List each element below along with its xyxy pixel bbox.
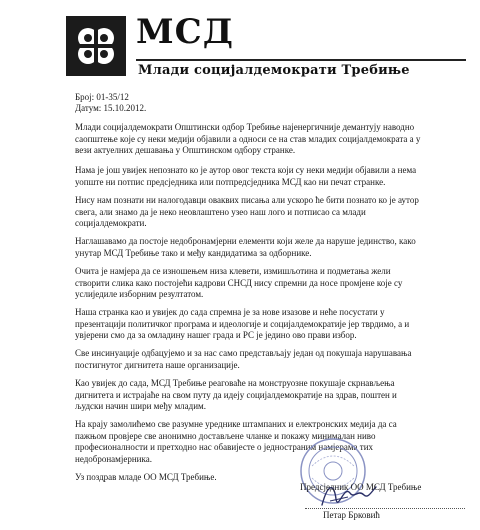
- paragraph: [75, 348, 445, 371]
- text-line: Све инсинуације одбацујемо и за нас само представљају један од покушаја нарушавања: [75, 348, 412, 358]
- reference-block: [75, 92, 146, 114]
- msd-logo-icon: [66, 16, 126, 76]
- paragraph: [75, 165, 445, 188]
- text-line: презентацији политичког програма и идеологије и социјалдемократије јер тврдимо, а и: [75, 318, 410, 329]
- signature-line: [305, 508, 465, 509]
- paragraph: [75, 236, 445, 259]
- text-line: Нису нам познати ни налогодавци оваквих писања али ускоро ће бити познато ко је аутор: [75, 195, 419, 205]
- text-line: саопштење које су неки медији објавили а односи се на став младих социјалдемократа а у: [75, 133, 421, 144]
- text-line: дигнитета и истрајаће на свом путу да идеју социјалдемократије на здрав, поштен и: [75, 389, 397, 400]
- paragraph: [75, 307, 445, 342]
- paragraph: [75, 122, 445, 157]
- text-line: Као увијек до сада, МСД Требиње реаговаће на монструозне покушаје скрнављења: [75, 378, 395, 388]
- organization-name: Млади социјалдемократи Требиње: [138, 63, 410, 78]
- text-line: професионалности и претходно нас обавијесте о једностраним намјерама тих: [75, 442, 374, 452]
- text-line: Млади социјалдемократи Општински одбор Требиње најенергичније демантују наводно: [75, 122, 415, 132]
- brand-name: МСД: [136, 12, 234, 52]
- text-line: Уз поздрав младе ОО МСД Требиње.: [75, 472, 217, 482]
- paragraph: [75, 378, 445, 413]
- text-line: постигнутог дигнитета наше организације.: [75, 359, 240, 370]
- text-line: Наша странка као и увијек до сада спремна је за нове изазове и неће посустати у: [75, 307, 385, 317]
- signatory-title: Предсједник ОО МСД Требиње: [300, 482, 422, 492]
- document-number: Број: 01-35/12: [75, 92, 129, 102]
- letterhead: [66, 10, 466, 90]
- paragraph: [75, 195, 445, 230]
- text-line: свега, али знамо да је неко неовлаштено узео наш лого и потписао са млади: [75, 206, 366, 217]
- text-line: пажњом провјере све анонимно достављене чланке и покажу минималан ниво: [75, 430, 376, 441]
- text-line: увјерени смо да за омладину нашег града и РС је једино ово прави избор.: [75, 330, 357, 340]
- signatory-name: Петар Брковић: [323, 510, 380, 520]
- text-line: Наглашавамо да постоје недобронамјерни елементи који желе да наруше јединство, како: [75, 236, 416, 246]
- handwritten-signature-icon: [318, 475, 378, 515]
- text-line: Очита је намјера да се изношењем низа клевети, измишљотина и подметања жели: [75, 266, 391, 276]
- text-line: људски начин шири међу младим.: [75, 401, 206, 411]
- text-line: уопште ни потпис предсједника или потпредсједника МСД као ни печат странке.: [75, 176, 386, 187]
- text-line: вези актуелних дешавања у Општинском одбору странке.: [75, 145, 296, 155]
- text-line: Нама је још увијек непознато ко је аутор овог текста који су неки медији објавили а нема: [75, 165, 417, 175]
- text-line: услиједиле изборним резултатом.: [75, 289, 204, 299]
- paragraph: [75, 419, 445, 465]
- text-line: створити слика како постојећи кадрови СНСД нису спремни да носе промјене које су: [75, 277, 403, 288]
- text-line: На крају замолићемо све разумне уреднике штампаних и електронских медија да са: [75, 419, 397, 429]
- document-date: Датум: 15.10.2012.: [75, 103, 147, 113]
- paragraph: [75, 266, 445, 301]
- text-line: недобронамјерника.: [75, 453, 152, 464]
- text-line: унутар МСД Требиње тако и међу кандидатима за одборнике.: [75, 247, 312, 258]
- text-line: социјалдемократи.: [75, 218, 147, 228]
- header-rule: [136, 59, 466, 61]
